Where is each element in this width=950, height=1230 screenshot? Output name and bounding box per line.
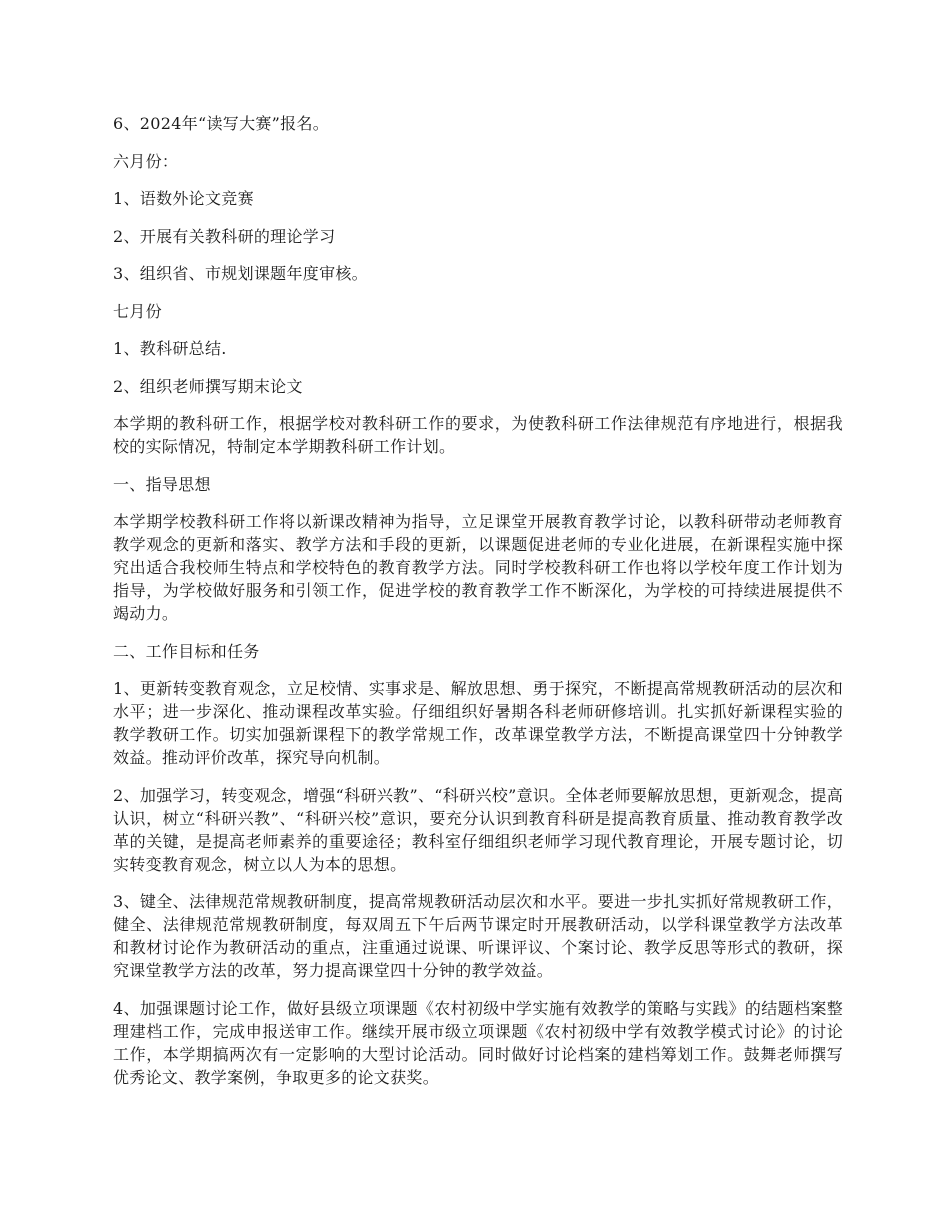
list-item: 1、教科研总结. — [113, 339, 227, 358]
section-heading-june: 六月份： — [113, 151, 179, 171]
body-paragraph: 1、更新转变教育观念，立足校情、实事求是、解放思想、勇于探究，不断提高常规教研活动的层次和水平；进一步深化、推动课程改革实验。仔细组织好暑期各科老师研修培训。扎实抓好新课程实验的教学教研工作。切实加强新课程下的教学常规工作，改革课堂教学方法，不断提高课堂四十分钟教学效益。推动评价改革，探究导向机制。 — [113, 679, 843, 767]
document-page — [113, 112, 843, 1103]
list-item: 6、2024年“读写大赛”报名。 — [113, 114, 330, 133]
list-item: 3、组织省、市规划课题年度审核。 — [113, 264, 368, 283]
list-item: 2、开展有关教科研的理论学习 — [113, 226, 336, 246]
body-paragraph: 4、加强课题讨论工作，做好县级立项课题《农村初级中学实施有效教学的策略与实践》的结题档案整理建档工作，完成申报送审工作。继续开展市级立项课题《农村初级中学有效教学模式讨论》的讨论工作，本学期搞两次有一定影响的大型讨论活动。同时做好讨论档案的建档筹划工作。鼓舞老师撰写优秀论文、教学案例，争取更多的论文获奖。 — [113, 998, 843, 1087]
body-paragraph: 2、加强学习，转变观念，增强“科研兴教”、“科研兴校”意识。全体老师要解放思想，更新观念，提高认识，树立“科研兴教”、“科研兴校”意识，要充分认识到教育科研是提高教育质量、推动教育教学改革的关键，是提高老师素养的重要途径；教科室仔细组织老师学习现代教育理论，开展专题讨论，切实转变教育观念，树立以人为本的思想。 — [113, 785, 843, 874]
list-item: 1、语数外论文竞赛 — [113, 189, 254, 208]
list-item: 2、组织老师撰写期末论文 — [113, 376, 303, 396]
section-heading-july: 七月份 — [113, 301, 162, 321]
section-heading-goals-tasks: 二、工作目标和任务 — [113, 641, 260, 661]
body-paragraph: 本学期学校教科研工作将以新课改精神为指导，立足课堂开展教育教学讨论，以教科研带动老师教育教学观念的更新和落实、教学方法和手段的更新，以课题促进老师的专业化进展，在新课程实施中探究出适合我校师生特点和学校特色的教育教学方法。同时学校教科研工作也将以学校年度工作计划为指导，为学校做好服务和引领工作，促进学校的教育教学工作不断深化，为学校的可持续进展提供不竭动力。 — [113, 512, 843, 623]
section-heading-guiding-ideology: 一、指导思想 — [113, 474, 211, 494]
intro-paragraph: 本学期的教科研工作，根据学校对教科研工作的要求，为使教科研工作法律规范有序地进行，根据我校的实际情况，特制定本学期教科研工作计划。 — [113, 414, 843, 456]
body-paragraph: 3、键全、法律规范常规教研制度，提高常规教研活动层次和水平。要进一步扎实抓好常规教研工作，健全、法律规范常规教研制度，每双周五下午后两节课定时开展教研活动，以学科课堂教学方法改革和教材讨论作为教研活动的重点，注重通过说课、听课评议、个案讨论、教学反思等形式的教研，探究课堂教学方法的改革，努力提高课堂四十分钟的教学效益。 — [113, 892, 843, 980]
